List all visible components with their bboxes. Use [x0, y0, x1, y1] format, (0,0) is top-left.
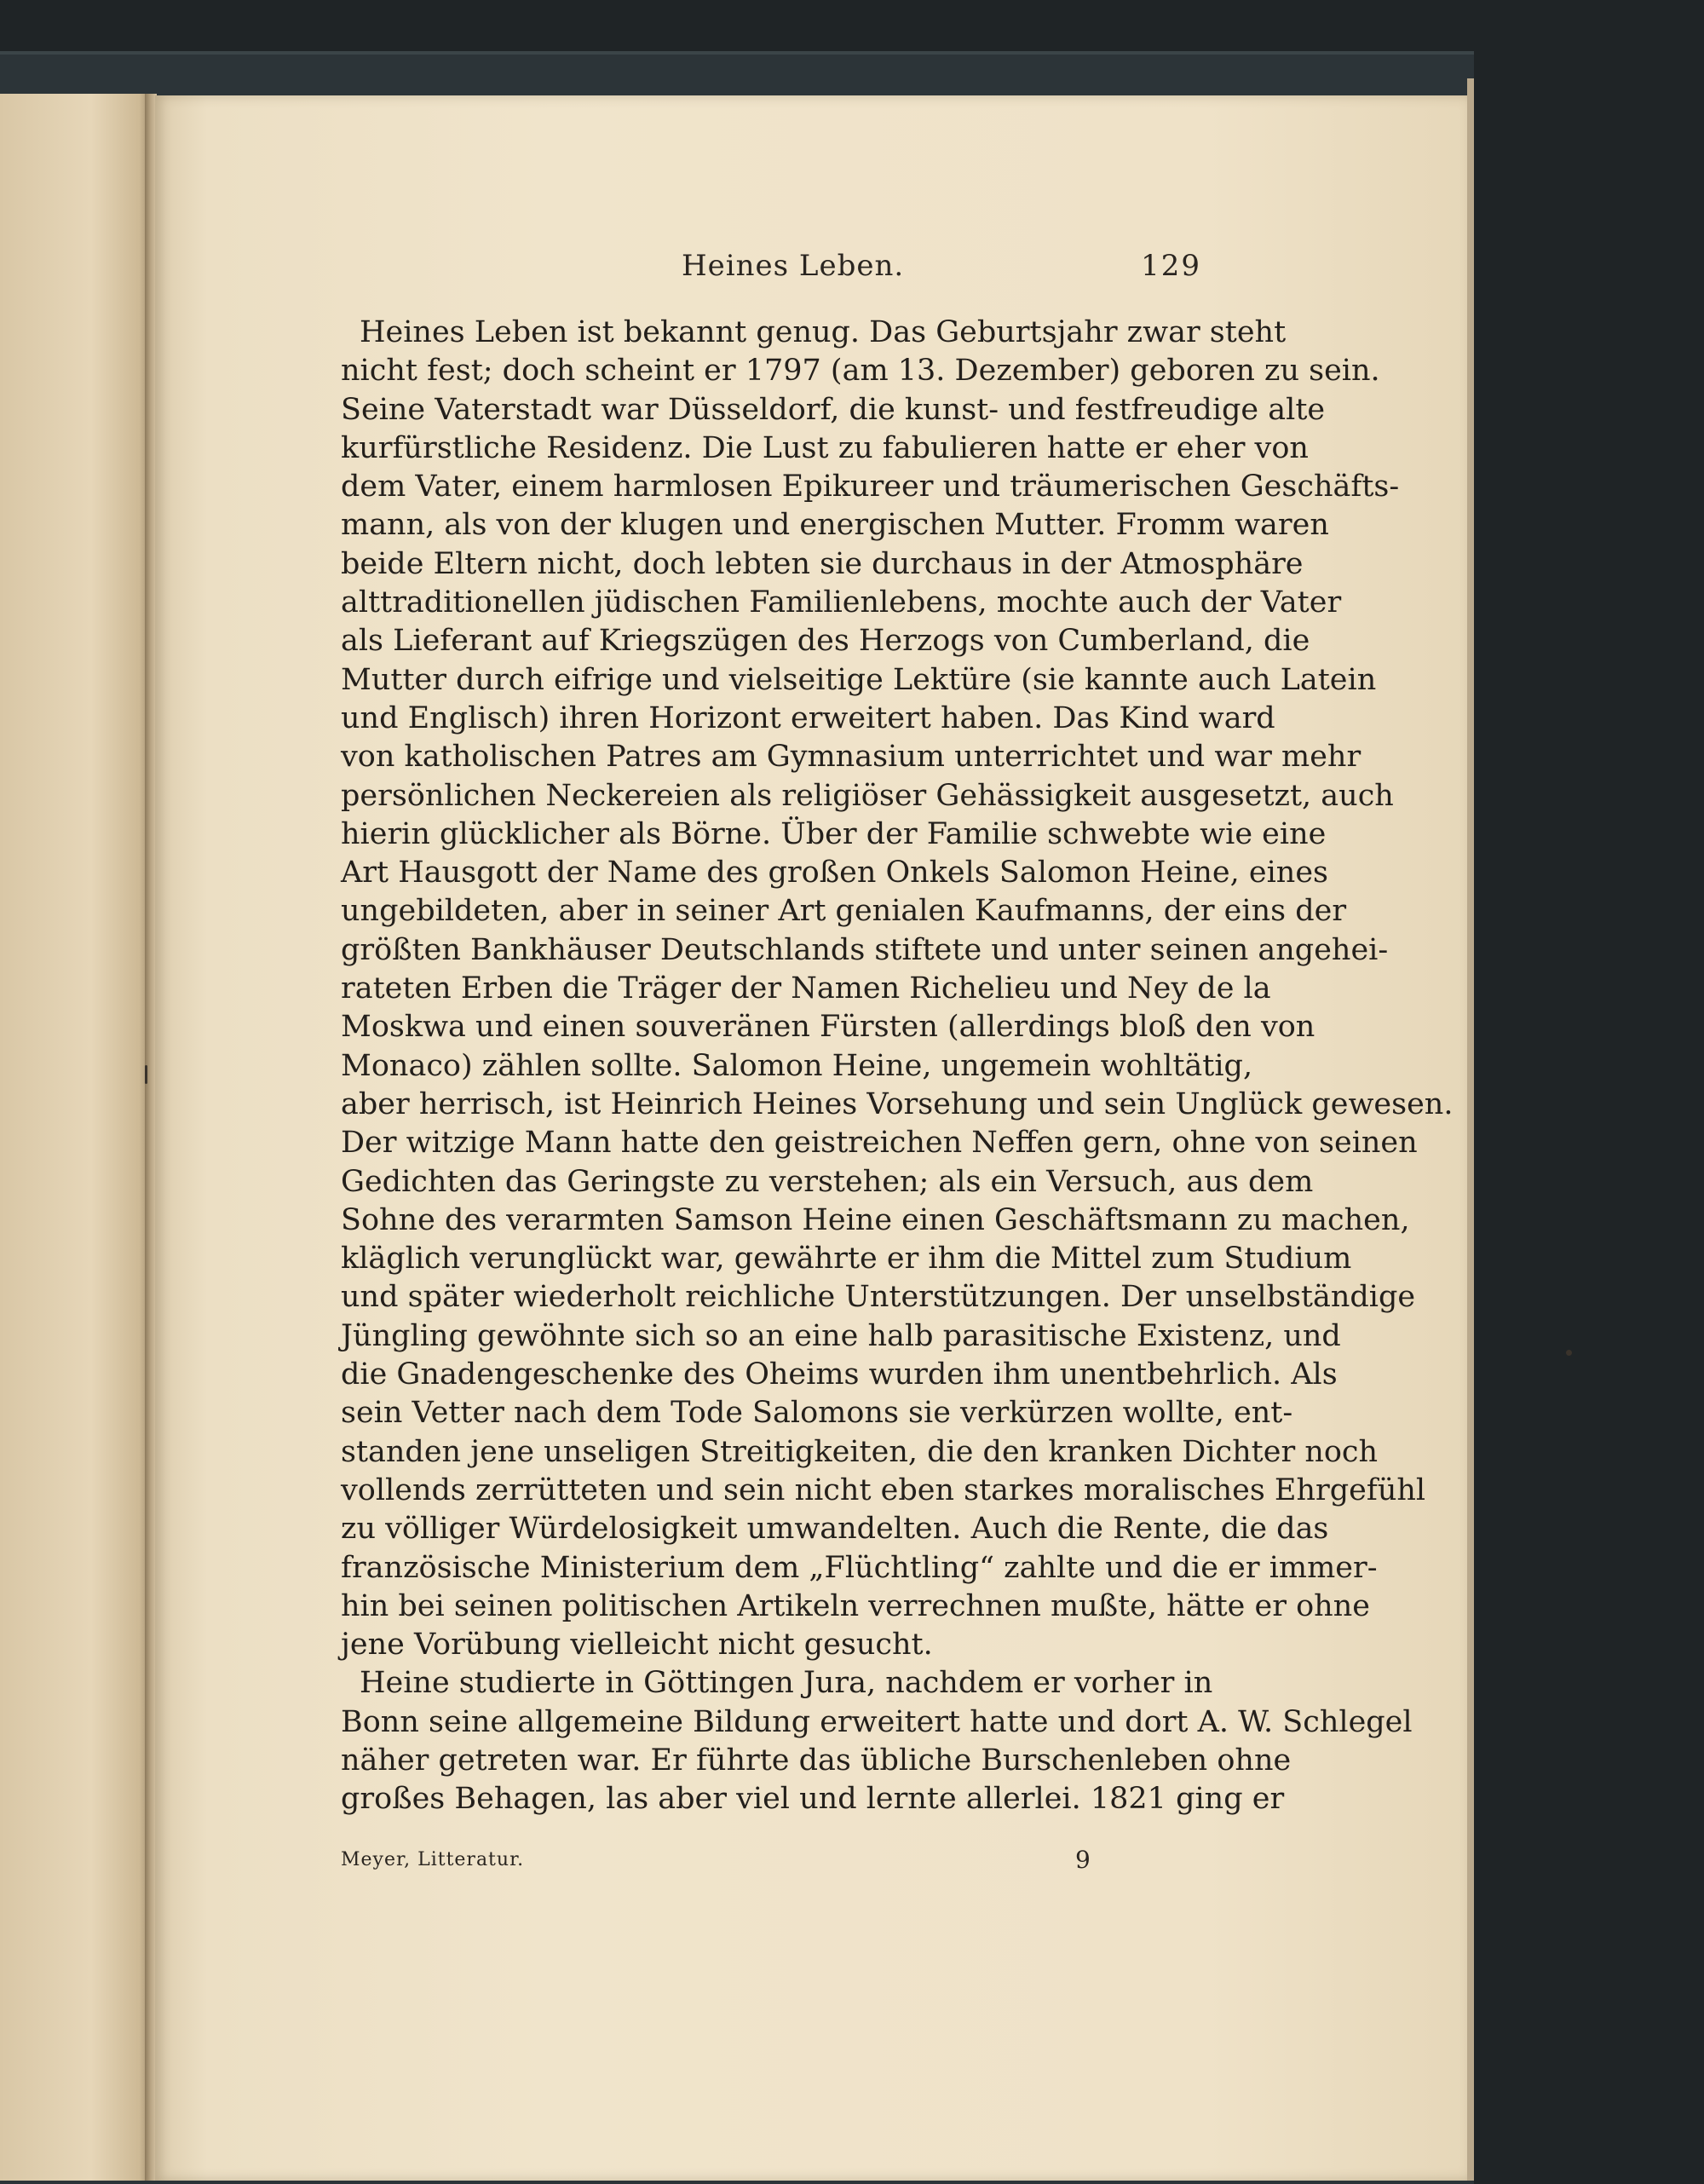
left-page-edge	[0, 94, 152, 2181]
paper-speck	[145, 1065, 147, 1084]
text-line: Bonn seine allgemeine Bildung erweitert hatte und dort A. W. Schlegel	[341, 1704, 1413, 1739]
text-line: Der witzige Mann hatte den geistreichen Neffen gern, ohne von seinen	[341, 1126, 1418, 1161]
text-line: und später wiederholt reichliche Unterstützungen. Der unselbständige	[341, 1280, 1416, 1315]
printer-signature-number: 9	[1075, 1846, 1091, 1874]
text-line: Jüngling gewöhnte sich so an eine halb parasitische Existenz, und	[341, 1318, 1341, 1353]
text-line: nicht fest; doch scheint er 1797 (am 13. Dezember) geboren zu sein.	[341, 354, 1380, 389]
text-line: jene Vorübung vielleicht nicht gesucht.	[341, 1628, 933, 1662]
text-line: alttraditionellen jüdischen Familienlebens, mochte auch der Vater	[341, 585, 1342, 620]
text-line: Heine studierte in Göttingen Jura, nachdem er vorher in	[360, 1666, 1213, 1701]
text-line: zu völliger Würdelosigkeit umwandelten. Auch die Rente, die das	[341, 1512, 1329, 1547]
page-header	[341, 249, 1201, 300]
text-line: Heines Leben ist bekannt genug. Das Geburtsjahr zwar steht	[360, 315, 1287, 349]
text-line: französische Ministerium dem „Flüchtling“ zahlte und die er immer-	[341, 1550, 1378, 1585]
text-line: und Englisch) ihren Horizont erweitert haben. Das Kind ward	[341, 700, 1275, 735]
text-line: hierin glücklicher als Börne. Über der Familie schwebte wie eine	[341, 816, 1327, 851]
text-line: von katholischen Patres am Gymnasium unterrichtet und war mehr	[341, 740, 1361, 775]
running-head: Heines Leben.	[682, 249, 905, 283]
text-line: Monaco) zählen sollte. Salomon Heine, ungemein wohltätig,	[341, 1048, 1253, 1083]
text-line: rateten Erben die Träger der Namen Richelieu und Ney de la	[341, 971, 1271, 1006]
text-line: kurfürstliche Residenz. Die Lust zu fabulieren hatte er eher von	[341, 430, 1309, 465]
page-number: 129	[1141, 249, 1201, 283]
text-line: hin bei seinen politischen Artikeln verrechnen mußte, hätte er ohne	[341, 1588, 1370, 1623]
text-line: Mutter durch eifrige und vielseitige Lektüre (sie kannte auch Latein	[341, 662, 1377, 697]
text-line: als Lieferant auf Kriegszügen des Herzogs von Cumberland, die	[341, 624, 1310, 659]
text-line: mann, als von der klugen und energischen Mutter. Fromm waren	[341, 508, 1329, 543]
text-line: dem Vater, einem harmlosen Epikureer und träumerischen Geschäfts-	[341, 470, 1400, 504]
body-text	[341, 314, 1454, 1819]
text-line: kläglich verunglückt war, gewährte er ihm die Mittel zum Studium	[341, 1242, 1352, 1276]
text-line: Sohne des verarmten Samson Heine einen Geschäftsmann zu machen,	[341, 1202, 1410, 1237]
text-line: standen jene unseligen Streitigkeiten, die den kranken Dichter noch	[341, 1434, 1379, 1469]
text-line: Art Hausgott der Name des großen Onkels Salomon Heine, eines	[341, 856, 1329, 890]
text-line: beide Eltern nicht, doch lebten sie durchaus in der Atmosphäre	[341, 546, 1304, 581]
text-line: sein Vetter nach dem Tode Salomons sie verkürzen wollte, ent-	[341, 1396, 1293, 1431]
printer-signature-author: Meyer, Litteratur.	[341, 1849, 525, 1870]
text-line: Seine Vaterstadt war Düsseldorf, die kunst- und festfreudige alte	[341, 392, 1326, 427]
text-line: näher getreten war. Er führte das übliche Burschenleben ohne	[341, 1743, 1292, 1778]
text-line: großes Behagen, las aber viel und lernte allerlei. 1821 ging er	[341, 1782, 1285, 1817]
text-line: aber herrisch, ist Heinrich Heines Vorsehung und sein Unglück gewesen.	[341, 1086, 1454, 1121]
text-line: größten Bankhäuser Deutschlands stiftete und unter seinen angehei-	[341, 932, 1389, 967]
text-line: Gedichten das Geringste zu verstehen; als ein Versuch, aus dem	[341, 1164, 1314, 1199]
page-edge	[1467, 78, 1474, 2181]
paper-speck	[1566, 1350, 1572, 1356]
text-line: persönlichen Neckereien als religiöser Gehässigkeit ausgesetzt, auch	[341, 778, 1394, 813]
text-line: Moskwa und einen souveränen Fürsten (allerdings bloß den von	[341, 1010, 1315, 1045]
text-line: ungebildeten, aber in seiner Art genialen Kaufmanns, der eins der	[341, 894, 1347, 929]
text-line: die Gnadengeschenke des Oheims wurden ihm unentbehrlich. Als	[341, 1357, 1338, 1392]
page-footer	[341, 1846, 1203, 1883]
text-line: vollends zerrütteten und sein nicht eben starkes moralisches Ehrgefühl	[341, 1472, 1426, 1507]
